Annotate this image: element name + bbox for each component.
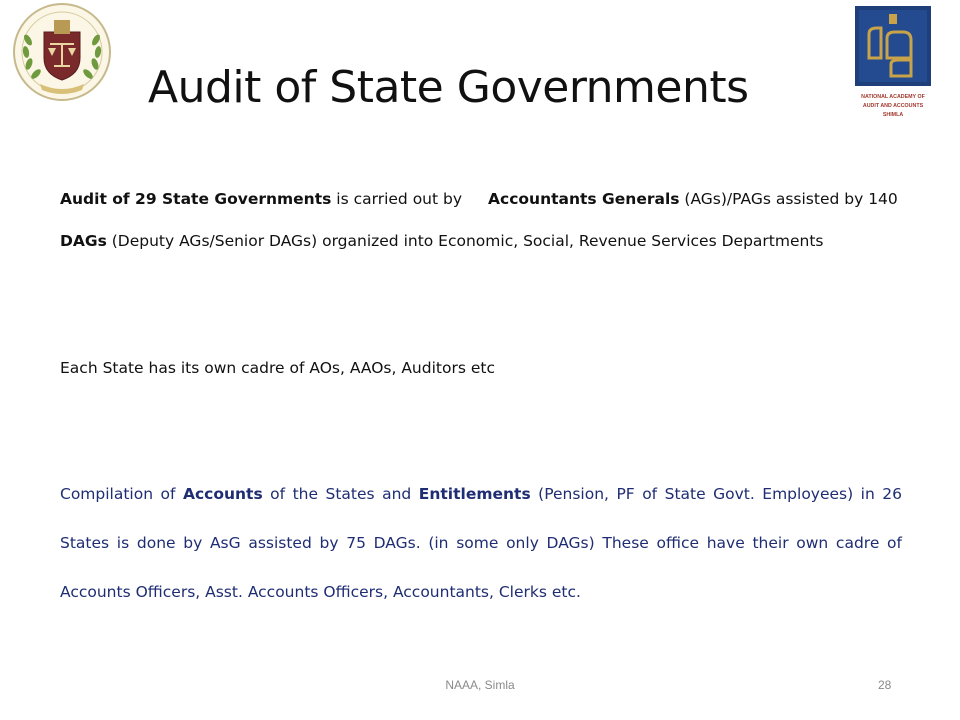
footer-organization: NAAA, Simla: [445, 678, 515, 692]
paragraph-audit-state-governments: [60, 178, 902, 262]
page-title: Audit of State Governments: [148, 62, 749, 113]
p1-bold-accountants-generals: Accountants Generals: [488, 190, 680, 208]
p3-bold-entitlements: Entitlements: [418, 485, 531, 503]
p3-text-1: Compilation of: [60, 485, 183, 503]
cag-emblem-logo: [10, 0, 114, 104]
paragraph-state-cadre: Each State has its own cadre of AOs, AAOs, Auditors etc: [60, 359, 495, 377]
p1-bold-audit-29: Audit of 29 State Governments: [60, 190, 332, 208]
p1-bold-dags: DAGs: [60, 232, 107, 250]
logo-line-3: SHIMLA: [882, 112, 904, 118]
p1-text-2: (AGs)/PAGs assisted by 140: [679, 190, 898, 208]
logo-line-1: NATIONAL ACADEMY OF: [861, 94, 925, 100]
p1-text-1: is carried out by: [331, 190, 463, 208]
p1-text-3: (Deputy AGs/Senior DAGs) organized into Economic, Social, Revenue Services Departments: [106, 232, 824, 250]
naaa-academy-logo: [855, 6, 931, 127]
logo-line-2: AUDIT AND ACCOUNTS: [862, 103, 924, 109]
p3-bold-accounts: Accounts: [182, 485, 263, 503]
p3-text-2: of the States and: [262, 485, 419, 503]
paragraph-compilation-accounts: [60, 470, 902, 617]
p3-text-3: (Pension, PF of State Govt. Employees) in 26 States is done by AsG assisted by 75 DAGs. (in some only DAGs) These office have their own cadre of Accounts Officers, Asst. Accounts Officers, Accountants, Clerks etc.: [60, 485, 902, 601]
footer-page-number: 28: [878, 678, 892, 692]
